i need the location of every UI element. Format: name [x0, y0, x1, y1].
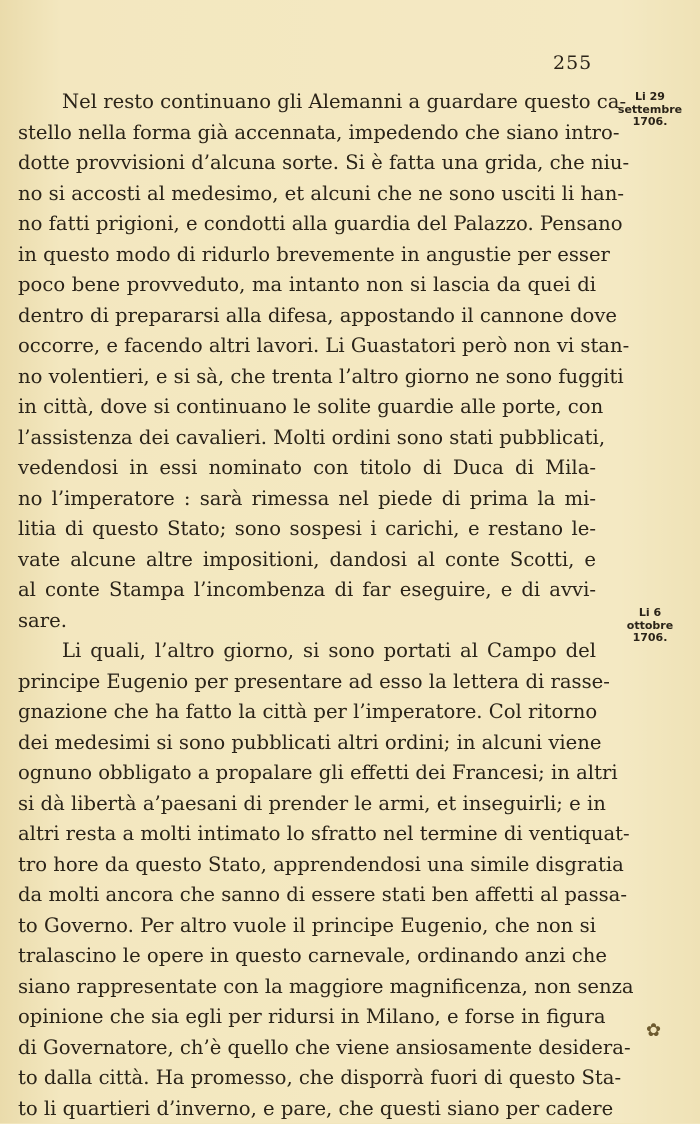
text-line: vedendosi in essi nominato con titolo di Duca di Mila- [18, 453, 596, 484]
text-line: principe Eugenio per presentare ad esso la lettera di rasse- [18, 667, 596, 698]
text-line: Nel resto continuano gli Alemanni a guardare questo ca- [18, 87, 596, 118]
text-line: litia di questo Stato; sono sospesi i carichi, e restano le- [18, 514, 596, 545]
margin-note-line: 1706. [610, 632, 690, 645]
text-line: altri resta a molti intimato lo sfratto nel termine di ventiquat- [18, 819, 596, 850]
text-line: dei medesimi si sono pubblicati altri ordini; in alcuni viene [18, 728, 596, 759]
text-line: to li quartieri d’inverno, e pare, che questi siano per cadere [18, 1094, 596, 1124]
ink-blot-ornament: ✿ [646, 1020, 661, 1041]
text-line: no fatti prigioni, e condotti alla guardia del Palazzo. Pensano [18, 209, 596, 240]
text-line: no si accosti al medesimo, et alcuni che ne sono usciti li han- [18, 179, 596, 210]
margin-note-line: settembre [610, 104, 690, 117]
text-line: in questo modo di ridurlo brevemente in angustie per esser [18, 240, 596, 271]
text-line: occorre, e facendo altri lavori. Li Guastatori però non vi stan- [18, 331, 596, 362]
page-number: 255 [553, 52, 592, 74]
text-line: dentro di prepararsi alla difesa, appostando il cannone dove [18, 301, 596, 332]
text-line: da molti ancora che sanno di essere stati ben affetti al passa- [18, 880, 596, 911]
text-line: no volentieri, e si sà, che trenta l’altro giorno ne sono fuggiti [18, 362, 596, 393]
text-line: to Governo. Per altro vuole il principe Eugenio, che non si [18, 911, 596, 942]
margin-note-line: Li 29 [610, 91, 690, 104]
margin-note-line: Li 6 [610, 607, 690, 620]
text-line: al conte Stampa l’incombenza di far eseguire, e di avvi- [18, 575, 596, 606]
text-line: tro hore da questo Stato, apprendendosi una simile disgratia [18, 850, 596, 881]
text-line: sare. [18, 606, 596, 637]
text-line: siano rappresentate con la maggiore magnificenza, non senza [18, 972, 596, 1003]
text-line: dotte provvisioni d’alcuna sorte. Si è fatta una grida, che niu- [18, 148, 596, 179]
text-line: no l’imperatore : sarà rimessa nel piede di prima la mi- [18, 484, 596, 515]
text-line: si dà libertà a’paesani di prender le armi, et inseguirli; e in [18, 789, 596, 820]
text-line: poco bene provveduto, ma intanto non si lascia da quei di [18, 270, 596, 301]
text-line: Li quali, l’altro giorno, si sono portati al Campo del [18, 636, 596, 667]
text-line: vate alcune altre impositioni, dandosi al conte Scotti, e [18, 545, 596, 576]
text-line: ognuno obbligato a propalare gli effetti dei Francesi; in altri [18, 758, 596, 789]
text-line: to dalla città. Ha promesso, che disporrà fuori di questo Sta- [18, 1063, 596, 1094]
text-line: l’assistenza dei cavalieri. Molti ordini sono stati pubblicati, [18, 423, 596, 454]
margin-note-date [610, 607, 690, 645]
margin-note-line: 1706. [610, 116, 690, 129]
text-line: di Governatore, ch’è quello che viene ansiosamente desidera- [18, 1033, 596, 1064]
margin-note-line: ottobre [610, 620, 690, 633]
text-line: gnazione che ha fatto la città per l’imperatore. Col ritorno [18, 697, 596, 728]
text-line: in città, dove si continuano le solite guardie alle porte, con [18, 392, 596, 423]
text-line: tralascino le opere in questo carnevale, ordinando anzi che [18, 941, 596, 972]
body-text [18, 87, 596, 1124]
text-line: stello nella forma già accennata, impedendo che siano intro- [18, 118, 596, 149]
text-line: opinione che sia egli per ridursi in Milano, e forse in figura [18, 1002, 596, 1033]
